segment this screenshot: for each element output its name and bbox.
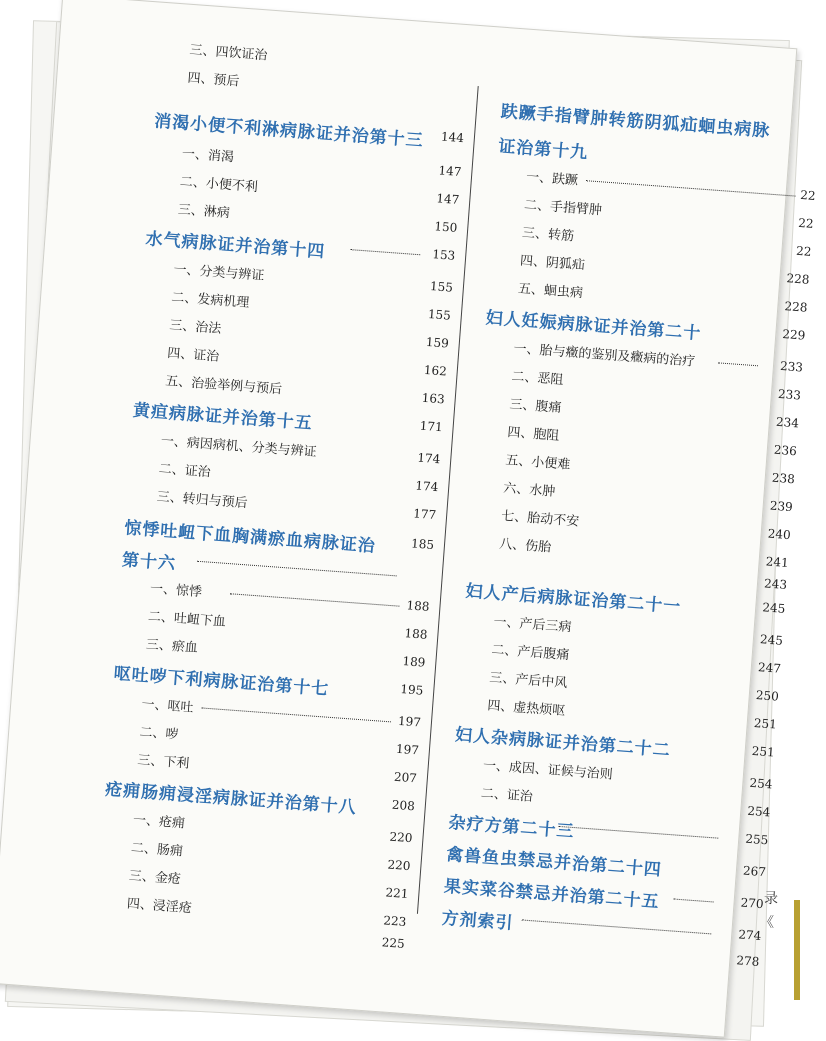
toc-chapter: 方剂索引 274 xyxy=(440,908,762,944)
page-number: 254 xyxy=(746,803,771,820)
toc-entry: 二、肠痈 220 xyxy=(130,840,411,874)
toc-entry: 三、转归与预后 177 xyxy=(156,489,437,523)
toc-entry: 一、消渴 147 xyxy=(181,146,462,180)
page-number: 171 xyxy=(419,418,444,435)
page-number: 225 xyxy=(381,935,406,951)
toc-entry: 二、吐衄下血 188 xyxy=(147,609,428,642)
page-number: 245 xyxy=(759,632,784,648)
toc-entry: 四、阴狐疝 228 xyxy=(519,253,810,287)
page-number: 185 xyxy=(410,536,435,553)
toc-chapter: 水气病脉证并治第十四 153 xyxy=(144,229,456,263)
page-number: 188 xyxy=(406,598,430,614)
toc-entry: 二、手指臂肿 22 xyxy=(523,197,815,231)
page-edge-text: 录 xyxy=(764,891,778,907)
page-number: 163 xyxy=(421,390,446,407)
page-number: 233 xyxy=(779,358,804,375)
page-number: 177 xyxy=(412,506,437,523)
page-number: 254 xyxy=(748,775,773,792)
page-number: 150 xyxy=(433,219,458,235)
page-number: 195 xyxy=(399,681,424,698)
color-band xyxy=(794,900,800,1000)
toc-entry: 一、成因、证候与治则 254 xyxy=(482,758,773,792)
toc-entry: 六、水肿 239 xyxy=(502,480,794,515)
toc-entry: 二、发病机理 155 xyxy=(170,290,452,323)
page-number: 147 xyxy=(438,163,462,180)
toc-entry: 二、证治 174 xyxy=(158,461,439,495)
page-number: 251 xyxy=(753,715,778,732)
toc-entry: 二、小便不利 147 xyxy=(179,174,460,207)
toc-chapter: 消渴小便不利淋病脉证并治第十三 144 xyxy=(153,111,465,152)
page-number: 239 xyxy=(769,498,794,515)
leader-dots xyxy=(201,707,391,722)
page-number: 245 xyxy=(761,600,786,616)
page-number: 233 xyxy=(777,386,802,403)
page-number: 159 xyxy=(425,334,450,351)
toc-entry: 三、下利 207 xyxy=(136,752,418,786)
toc-entry: 一、疮痈 220 xyxy=(132,812,413,846)
page-number: 238 xyxy=(771,470,796,487)
toc-chapter: 妇人妊娠病脉证并治第二十 229 xyxy=(485,308,806,345)
leader-dots xyxy=(350,249,420,255)
toc-entry: 一、胎与癥的鉴别及癥病的治疗 233 xyxy=(513,341,804,375)
leader-dots xyxy=(522,919,712,934)
page-number: 234 xyxy=(775,414,800,431)
page-number: 155 xyxy=(429,279,454,295)
page-number: 220 xyxy=(387,857,411,874)
toc-entry: 四、浸淫疮 223 xyxy=(126,896,407,930)
page-number: 250 xyxy=(755,688,780,704)
toc-chapter: 疮痈肠痈浸淫病脉证并治第十八 208 xyxy=(104,779,416,819)
toc-entry: 四、预后 xyxy=(186,70,240,90)
toc-entry: 一、惊悸 188 xyxy=(149,581,430,614)
page-number: 188 xyxy=(404,626,428,642)
page-number: 208 xyxy=(391,797,416,814)
toc-chapter: 妇人杂病脉证并治第二十二 251 xyxy=(454,725,776,761)
page-number: 22 xyxy=(795,243,812,259)
page-number: 197 xyxy=(395,741,420,758)
toc-entry: 八、伤胎 241 xyxy=(498,536,790,571)
toc-chapter-continued: 证治第十九 xyxy=(497,136,589,164)
toc-chapter: 黄疸病脉证并治第十五 171 xyxy=(132,400,444,435)
page-number: 174 xyxy=(414,478,439,495)
page-number: 189 xyxy=(401,654,426,670)
toc-entry: 五、治验举例与预后 163 xyxy=(164,373,446,407)
toc-chapter-continued: 第十六 xyxy=(121,541,432,592)
page-number: 236 xyxy=(773,442,798,459)
toc-chapter: 惊悸吐衄下血胸满瘀血病脉证治 185 xyxy=(123,518,435,557)
page-number: 243 xyxy=(763,576,788,592)
page-number: 240 xyxy=(767,526,792,543)
toc-chapter: 妇人产后病脉证治第二十一 245 xyxy=(464,581,786,618)
toc-entry: 五、小便难 238 xyxy=(504,453,796,487)
page-number: 174 xyxy=(416,450,441,467)
page-number: 228 xyxy=(786,271,810,287)
toc-entry: 一、呕吐 197 xyxy=(140,697,422,730)
toc-chapter: 禽兽鱼虫禁忌并治第二十四 267 xyxy=(445,844,767,881)
leader-dots xyxy=(559,826,719,839)
page-number: 274 xyxy=(737,927,762,944)
leader-dots xyxy=(230,593,400,606)
page-edge-text: 《 xyxy=(760,915,774,931)
page-number: 207 xyxy=(393,769,418,786)
page-number: 144 xyxy=(440,129,465,146)
page-number: 223 xyxy=(382,913,407,930)
page-number: 247 xyxy=(757,660,782,676)
page-number: 153 xyxy=(431,247,456,263)
page-number: 278 xyxy=(735,953,760,969)
toc-entry: 三、治法 159 xyxy=(168,318,450,351)
toc-chapter: 杂疗方第二十三 255 xyxy=(447,812,769,848)
page-number: 197 xyxy=(397,713,422,730)
page-number: 228 xyxy=(784,299,808,315)
leader-dots xyxy=(674,899,714,903)
leader-dots xyxy=(197,561,397,577)
page-number: 22 xyxy=(799,187,817,204)
toc-left-column xyxy=(104,3,472,951)
toc-chapter: 呕吐哕下利病脉证治第十七 195 xyxy=(112,663,424,700)
page-number: 255 xyxy=(744,831,769,848)
toc-entry: 三、转筋 22 xyxy=(521,225,812,259)
toc-entry: 七、胎动不安 240 xyxy=(500,508,792,543)
toc-entry: 三、腹痛 234 xyxy=(508,397,800,431)
toc-entry: 二、证治 254 xyxy=(480,786,771,820)
toc-entry: 三、金疮 221 xyxy=(128,868,409,902)
page-number: 229 xyxy=(781,327,806,343)
toc-entry: 一、产后三病 245 xyxy=(492,614,784,648)
toc-entry: 三、淋病 150 xyxy=(177,202,458,235)
page-number: 22 xyxy=(797,215,815,231)
page-number: 270 xyxy=(740,895,765,912)
toc-entry: 四、胞阻 236 xyxy=(506,425,798,459)
page-number: 221 xyxy=(384,885,409,902)
toc-entry: 三、四饮证治 xyxy=(189,42,268,64)
toc-entry: 一、病因病机、分类与辨证 174 xyxy=(160,433,441,467)
toc-entry: 三、产后中风 250 xyxy=(488,670,780,704)
toc-entry: 四、证治 162 xyxy=(166,346,448,379)
leader-dots xyxy=(586,180,796,196)
toc-entry: 二、恶阻 233 xyxy=(510,369,802,403)
toc-entry: 三、瘀血 189 xyxy=(145,637,426,670)
toc-entry: 二、哕 197 xyxy=(138,724,420,758)
toc-chapter: 果实菜谷禁忌并治第二十五 270 xyxy=(443,876,765,913)
toc-chapter: 趺蹶手指臂肿转筋阴狐疝蛔虫病脉 xyxy=(500,101,771,142)
toc-entry: 一、分类与辨证 155 xyxy=(172,262,454,295)
page-number: 267 xyxy=(742,863,767,880)
leader-dots xyxy=(718,362,758,366)
toc-entry: 五、蛔虫病 228 xyxy=(517,281,808,315)
page-number: 147 xyxy=(435,191,460,207)
page-number: 155 xyxy=(427,307,452,323)
page-number: 162 xyxy=(423,362,448,379)
page-number: 220 xyxy=(389,829,413,846)
toc-entry: 四、虚热烦呕 251 xyxy=(486,698,778,732)
page-number: 251 xyxy=(751,743,776,760)
toc-entry: 一、趺蹶 22 xyxy=(525,169,817,204)
page-number: 241 xyxy=(765,554,790,571)
toc-entry: 二、产后腹痛 247 xyxy=(490,642,782,676)
